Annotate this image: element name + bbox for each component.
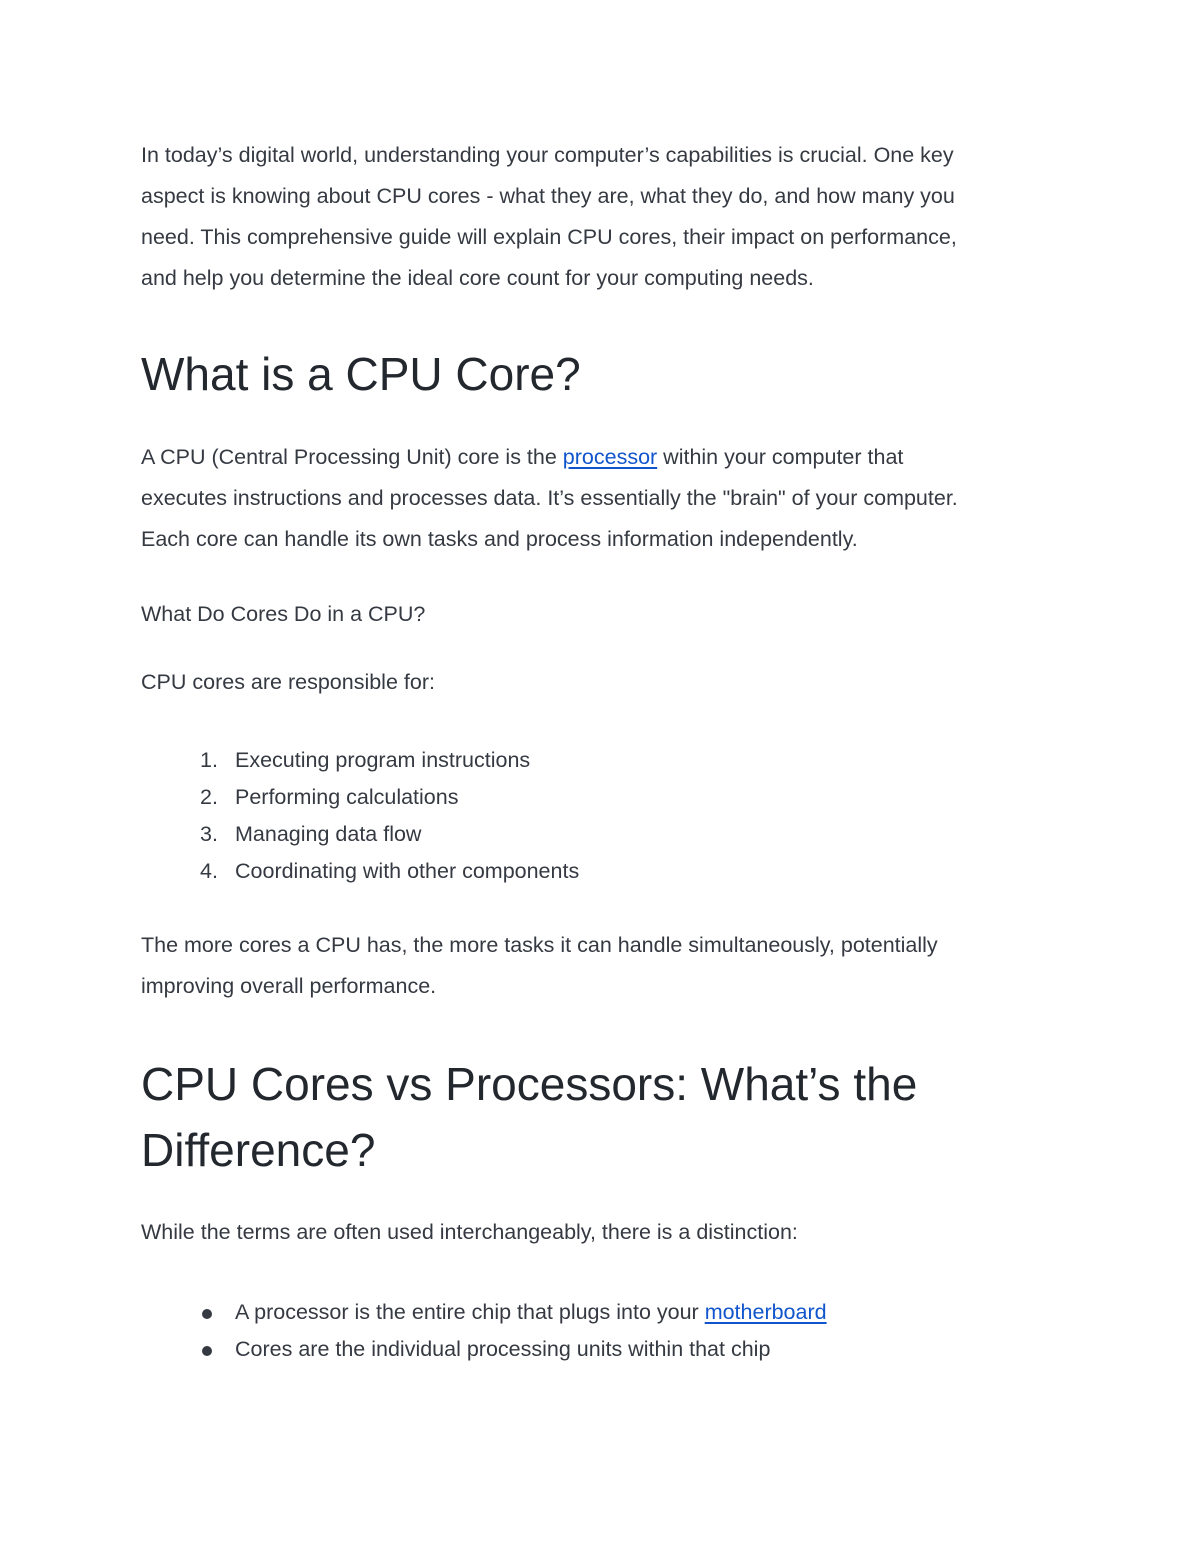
- list-intro: CPU cores are responsible for:: [141, 670, 435, 694]
- list-item: [141, 853, 579, 890]
- bullet-icon: [202, 1346, 212, 1356]
- list-item: [141, 1331, 827, 1368]
- intro-line: and help you determine the ideal core count for your computing needs.: [141, 266, 814, 290]
- list-item-text: A processor is the entire chip that plugs into your: [235, 1300, 705, 1324]
- intro-line: In today’s digital world, understanding your computer’s capabilities is crucial. One key: [141, 143, 954, 167]
- heading-cores-vs-processors: [141, 1051, 917, 1183]
- list-number: 2.: [200, 785, 218, 809]
- list-item-text: Managing data flow: [235, 822, 422, 846]
- responsibilities-list: [141, 742, 579, 890]
- definition-line: Each core can handle its own tasks and process information independently.: [141, 527, 858, 551]
- intro-line: aspect is knowing about CPU cores - what they are, what they do, and how many you: [141, 184, 955, 208]
- list-item: [141, 816, 579, 853]
- list-number: 1.: [200, 748, 218, 772]
- heading-line: Difference?: [141, 1124, 376, 1176]
- subheading-what-do-cores-do: What Do Cores Do in a CPU?: [141, 602, 426, 626]
- distinction-list: [141, 1294, 827, 1368]
- heading-what-is-cpu-core: What is a CPU Core?: [141, 348, 581, 400]
- list-item-text: Executing program instructions: [235, 748, 531, 772]
- intro-paragraph: [141, 135, 1051, 299]
- heading-line: CPU Cores vs Processors: What’s the: [141, 1058, 918, 1110]
- definition-text: within your computer that: [657, 445, 904, 469]
- list-item: [141, 742, 579, 779]
- bullet-icon: [202, 1309, 212, 1319]
- conclusion-paragraph: [141, 925, 1051, 1007]
- motherboard-link[interactable]: motherboard: [704, 1300, 827, 1324]
- list-item-text: Cores are the individual processing units within that chip: [235, 1337, 771, 1361]
- conclusion-line: The more cores a CPU has, the more tasks it can handle simultaneously, potentially: [141, 933, 938, 957]
- definition-paragraph: [141, 437, 1051, 560]
- definition-line: [141, 437, 1051, 478]
- list-item: [141, 1294, 827, 1331]
- definition-text: A CPU (Central Processing Unit) core is the: [141, 445, 563, 469]
- definition-line: executes instructions and processes data. It’s essentially the "brain" of your computer.: [141, 486, 958, 510]
- list-item: [141, 779, 579, 816]
- distinction-intro: While the terms are often used interchangeably, there is a distinction:: [141, 1220, 798, 1244]
- intro-line: need. This comprehensive guide will explain CPU cores, their impact on performance,: [141, 225, 957, 249]
- processor-link[interactable]: processor: [562, 445, 658, 469]
- list-number: 3.: [200, 822, 218, 846]
- list-item-text: Performing calculations: [235, 785, 459, 809]
- list-number: 4.: [200, 859, 218, 883]
- conclusion-line: improving overall performance.: [141, 974, 437, 998]
- list-item-text: Coordinating with other components: [235, 859, 580, 883]
